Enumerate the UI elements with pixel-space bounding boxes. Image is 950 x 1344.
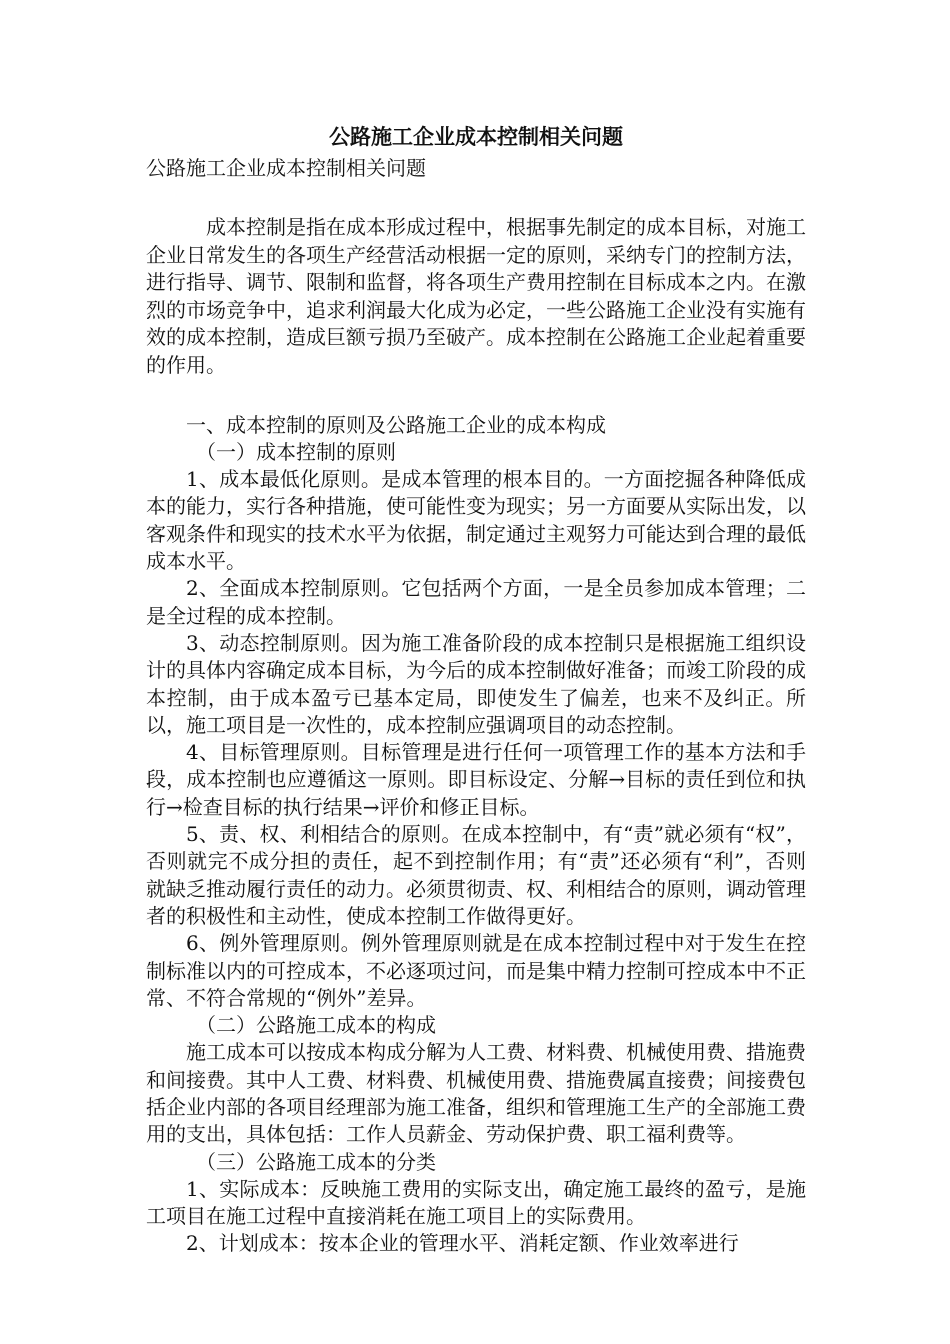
subsection-heading: （三）公路施工成本的分类	[196, 1149, 436, 1174]
principle-paragraph: 6、例外管理原则。例外管理原则就是在成本控制过程中对于发生在控制标准以内的可控成本，不必逐项过问，而是集中精力控制可控成本中不正常、不符合常规的“例外”差异。	[146, 931, 806, 1010]
intro-paragraph: 成本控制是指在成本形成过程中，根据事先制定的成本目标，对施工企业日常发生的各项生产经营活动根据一定的原则，采纳专门的控制方法，进行指导、调节、限制和监督，将各项生产费用控制在目标成本之内。在激烈的市场竞争中，追求利润最大化成为必定，一些公路施工企业没有实施有效的成本控制，造成巨额亏损乃至破产。成本控制在公路施工企业起着重要的作用。	[146, 215, 806, 377]
principle-paragraph: 5、责、权、利相结合的原则。在成本控制中，有“责”就必须有“权”，否则就完不成分担的责任，起不到控制作用；有“责”还必须有“利”，否则就缺乏推动履行责任的动力。必须贯彻责、权、利相结合的原则，调动管理者的积极性和主动性，使成本控制工作做得更好。	[146, 822, 806, 928]
document-subtitle: 公路施工企业成本控制相关问题	[146, 156, 426, 180]
document-title: 公路施工企业成本控制相关问题	[329, 124, 623, 149]
principle-paragraph: 1、成本最低化原则。是成本管理的根本目的。一方面挖掘各种降低成本的能力，实行各种措施，使可能性变为现实；另一方面要从实际出发，以客观条件和现实的技术水平为依据，制定通过主观努力可能达到合理的最低成本水平。	[146, 467, 806, 574]
classification-paragraph: 1、实际成本：反映施工费用的实际支出，确定施工最终的盈亏，是施工项目在施工过程中直接消耗在施工项目上的实际费用。	[146, 1176, 806, 1229]
subsection-heading: （二）公路施工成本的构成	[196, 1013, 436, 1038]
principle-paragraph: 4、目标管理原则。目标管理是进行任何一项管理工作的基本方法和手段，成本控制也应遵循这一原则。即目标设定、分解→目标的责任到位和执行→检查目标的执行结果→评价和修正目标。	[146, 740, 806, 819]
classification-paragraph: 2、计划成本：按本企业的管理水平、消耗定额、作业效率进行	[186, 1231, 739, 1256]
blank-line	[146, 182, 806, 214]
blank-line	[146, 380, 806, 412]
principle-paragraph: 3、动态控制原则。因为施工准备阶段的成本控制只是根据施工组织设计的具体内容确定成本目标，为今后的成本控制做好准备；而竣工阶段的成本控制，由于成本盈亏已基本定局，即使发生了偏差，也来不及纠正。所以，施工项目是一次性的，成本控制应强调项目的动态控制。	[146, 630, 806, 737]
composition-paragraph: 施工成本可以按成本构成分解为人工费、材料费、机械使用费、措施费和间接费。其中人工费、材料费、机械使用费、措施费属直接费；间接费包括企业内部的各项目经理部为施工准备，组织和管理施工生产的全部施工费用的支出，具体包括：工作人员薪金、劳动保护费、职工福利费等。	[146, 1040, 806, 1147]
document-page	[146, 120, 806, 1258]
subsection-heading: （一）成本控制的原则	[196, 439, 396, 464]
principle-paragraph: 2、全面成本控制原则。它包括两个方面，一是全员参加成本管理；二是全过程的成本控制。	[146, 576, 806, 628]
section-heading: 一、成本控制的原则及公路施工企业的成本构成	[186, 412, 606, 437]
